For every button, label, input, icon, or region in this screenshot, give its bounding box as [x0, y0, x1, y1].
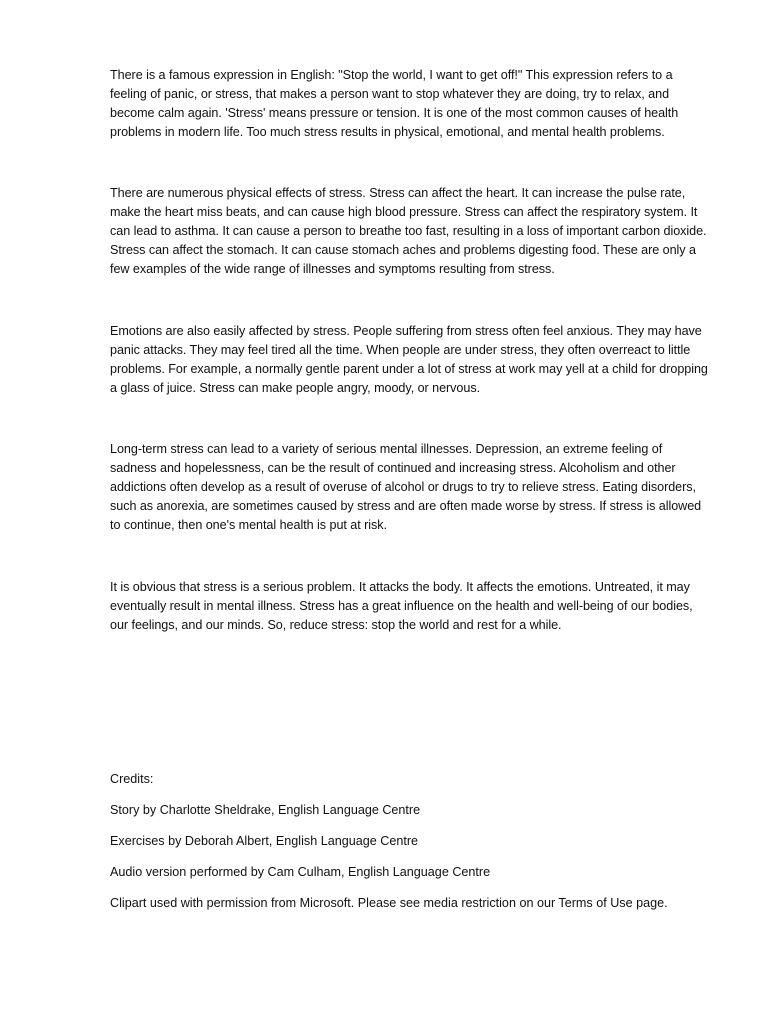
credit-story: Story by Charlotte Sheldrake, English Language Centre — [110, 803, 421, 817]
paragraph-conclusion: It is obvious that stress is a serious problem. It attacks the body. It affects the emotions. Untreated, it may eventually result in mental illness. Stress has a great influence on the health and well-being of our bodies, our feelings, and our minds. So, reduce stress: stop the world and rest for a while. — [110, 580, 693, 632]
paragraph-physical-effects: There are numerous physical effects of stress. Stress can affect the heart. It can increase the pulse rate, make the heart miss beats, and can cause high blood pressure. Stress can affect the respiratory system. It can lead to asthma. It can cause a person to breathe too fast, resulting in a loss of important carbon dioxide. Stress can affect the stomach. It can cause stomach aches and problems digesting food. These are only a few examples of the wide range of illnesses and symptoms resulting from stress. — [110, 186, 707, 276]
credit-audio: Audio version performed by Cam Culham, English Language Centre — [110, 865, 491, 879]
paragraph-mental-effects: Long-term stress can lead to a variety of serious mental illnesses. Depression, an extreme feeling of sadness and hopelessness, can be the result of continued and increasing stress. Alcoholism and other addictions often develop as a result of overuse of alcohol or drugs to try to relieve stress. Eating disorders, such as anorexia, are sometimes caused by stress and are often made worse by stress. If stress is allowed to continue, then one's mental health is put at risk. — [110, 442, 702, 532]
paragraph-intro: There is a famous expression in English: "Stop the world, I want to get off!" This expression refers to a feeling of panic, or stress, that makes a person want to stop whatever they are doing, try to relax, and become calm again. 'Stress' means pressure or tension. It is one of the most common causes of health problems in modern life. Too much stress results in physical, emotional, and mental health problems. — [110, 68, 679, 139]
credit-clipart: Clipart used with permission from Microsoft. Please see media restriction on our Terms of Use page. — [110, 896, 668, 910]
credit-exercises: Exercises by Deborah Albert, English Language Centre — [110, 834, 419, 848]
paragraph-emotional-effects: Emotions are also easily affected by stress. People suffering from stress often feel anxious. They may have panic attacks. They may feel tired all the time. When people are under stress, they often overreact to little problems. For example, a normally gentle parent under a lot of stress at work may yell at a child for dropping a glass of juice. Stress can make people angry, moody, or nervous. — [110, 324, 708, 395]
credits-heading: Credits: — [110, 772, 154, 786]
